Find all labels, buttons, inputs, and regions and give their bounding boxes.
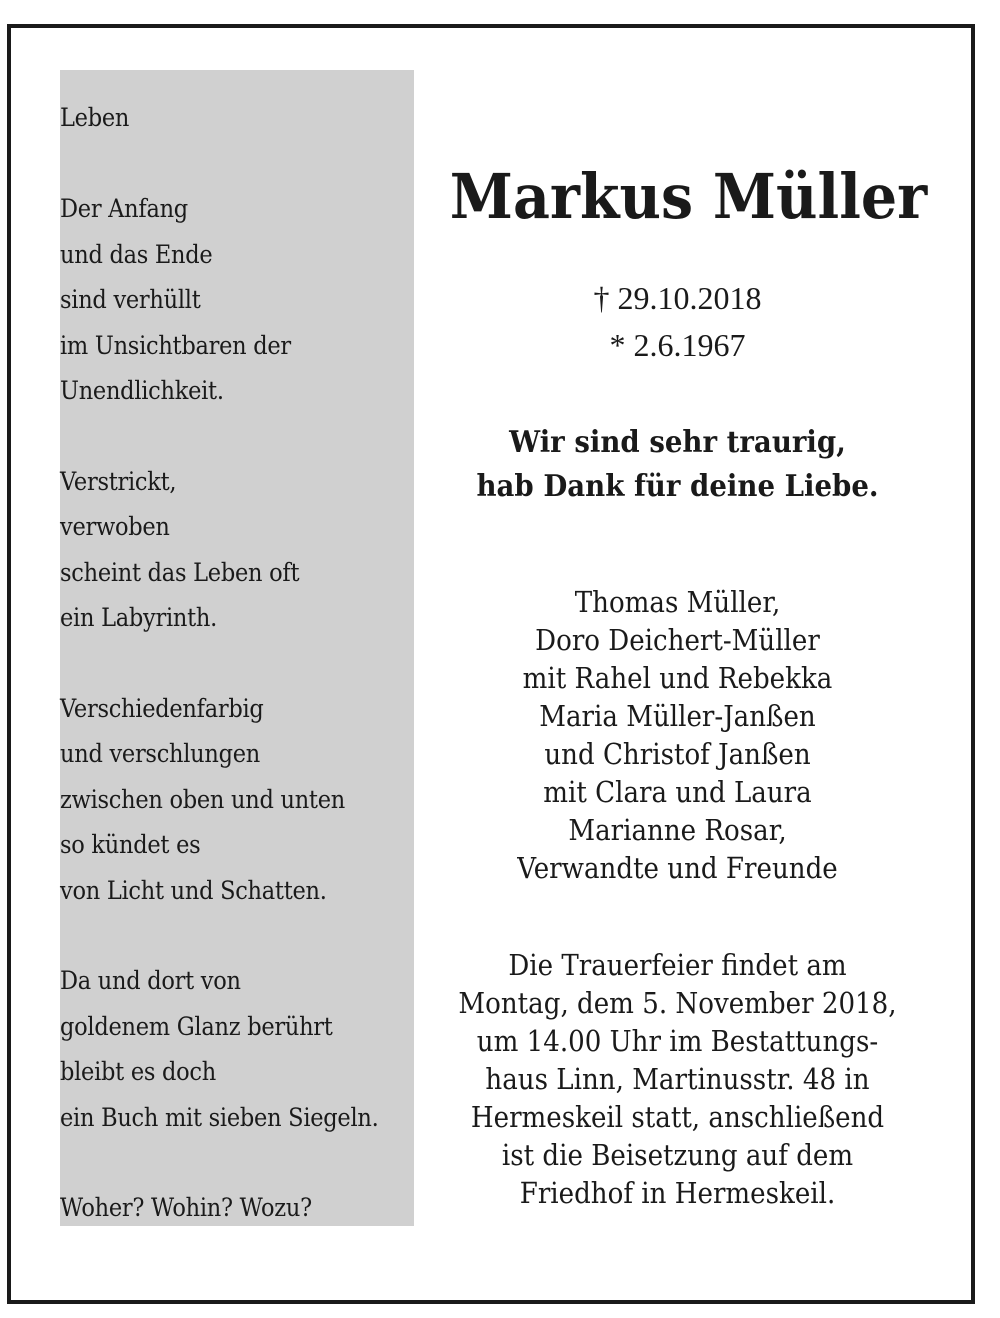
birth-date: * 2.6.1967 — [609, 327, 746, 363]
poem-line: Woher? Wohin? Wozu? — [60, 1193, 312, 1222]
funeral-line: um 14.00 Uhr im Bestattungs- — [476, 1024, 879, 1058]
family-line: Verwandte und Freunde — [517, 851, 838, 885]
funeral-line: Friedhof in Hermeskeil. — [519, 1176, 836, 1210]
funeral-line: Die Trauerfeier findet am — [508, 948, 847, 982]
death-date: † 29.10.2018 — [593, 280, 762, 316]
poem-line: Da und dort von — [60, 966, 241, 995]
poem-line: so kündet es — [60, 830, 201, 859]
poem-line: scheint das Leben oft — [60, 558, 300, 587]
poem-line: bleibt es doch — [60, 1057, 216, 1086]
poem-line: Leben — [60, 103, 130, 132]
poem-line: verwoben — [60, 512, 170, 541]
family-line: mit Clara und Laura — [543, 775, 812, 809]
poem-line: ein Labyrinth. — [60, 603, 217, 632]
family-line: Thomas Müller, — [574, 585, 781, 619]
family-line: Doro Deichert-Müller — [535, 623, 820, 657]
motto-line: Wir sind sehr traurig, — [509, 425, 846, 460]
deceased-name: Markus Müller — [449, 160, 928, 233]
funeral-line: ist die Beisetzung auf dem — [501, 1138, 854, 1172]
poem-line: Verstrickt, — [60, 467, 177, 496]
poem-line: von Licht und Schatten. — [60, 876, 327, 905]
family-line: Maria Müller-Janßen — [539, 699, 816, 733]
family-line: Marianne Rosar, — [568, 813, 787, 847]
poem-line: und verschlungen — [60, 739, 261, 768]
poem-line: Verschiedenfarbig — [60, 694, 264, 723]
family-line: und Christof Janßen — [544, 737, 811, 771]
funeral-line: haus Linn, Martinusstr. 48 in — [485, 1062, 870, 1096]
poem-line: zwischen oben und unten — [60, 785, 345, 814]
funeral-line: Hermeskeil statt, anschließend — [470, 1100, 885, 1134]
funeral-line: Montag, dem 5. November 2018, — [458, 986, 897, 1020]
poem-line: und das Ende — [60, 240, 213, 269]
motto-line: hab Dank für deine Liebe. — [476, 469, 879, 504]
poem-line: goldenem Glanz berührt — [60, 1012, 333, 1041]
poem-line: ein Buch mit sieben Siegeln. — [60, 1103, 379, 1132]
poem-line: Unendlichkeit. — [60, 376, 224, 405]
poem-line: Der Anfang — [60, 194, 188, 223]
poem-line: sind verhüllt — [60, 285, 201, 314]
poem-line: im Unsichtbaren der — [60, 331, 291, 360]
family-line: mit Rahel und Rebekka — [522, 661, 833, 695]
